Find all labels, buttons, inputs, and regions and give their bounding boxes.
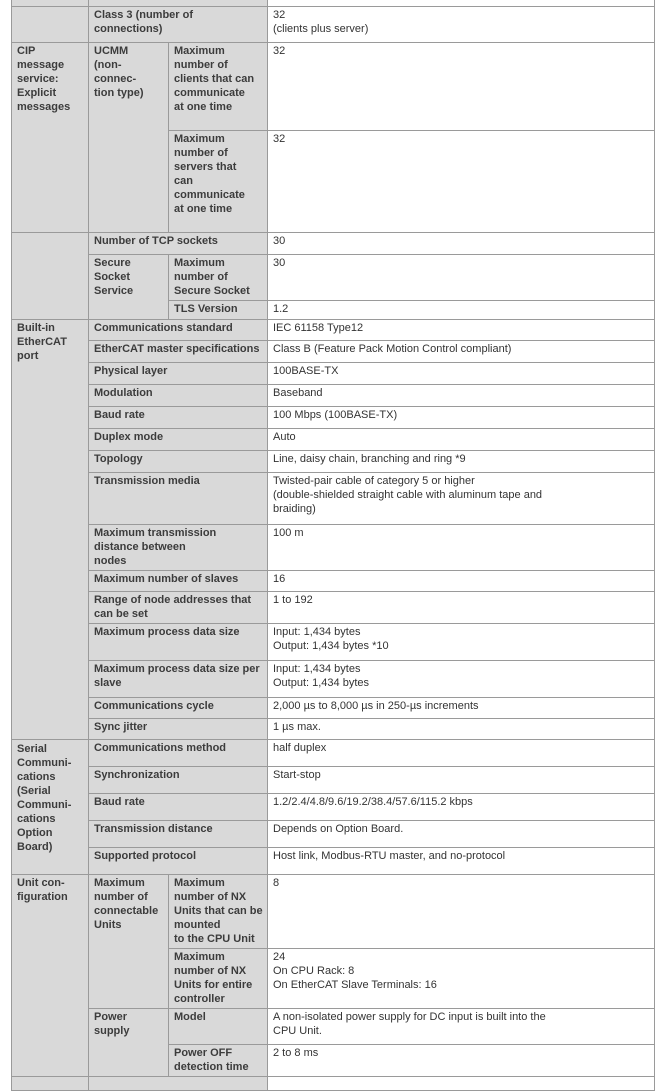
spec-value: 30 <box>268 233 655 255</box>
spec-label: Maximum number of servers that can communicate at one time <box>169 131 268 233</box>
table-row <box>12 429 655 451</box>
table-row <box>12 473 655 525</box>
section-cell <box>12 233 89 320</box>
table-row <box>12 233 655 255</box>
spec-label: Maximum transmission distance between nodes <box>89 525 268 571</box>
unit-category-cell: Unit con- figuration <box>12 875 89 1077</box>
spec-label: Synchronization <box>89 767 268 794</box>
spec-label: Maximum number of NX Units that can be mounted to the CPU Unit <box>169 875 268 949</box>
table-row <box>12 740 655 767</box>
ucmm-label: UCMM (non- connec- tion type) <box>89 43 169 233</box>
spec-label: TLS Version <box>169 301 268 320</box>
ethercat-category-cell: Built-in EtherCAT port <box>12 320 89 740</box>
spec-value: 32 <box>268 131 655 233</box>
spec-label: Power OFF detection time <box>169 1045 268 1077</box>
spec-label: Baud rate <box>89 407 268 429</box>
spec-value: 2 to 8 ms <box>268 1045 655 1077</box>
table-row <box>12 767 655 794</box>
table-row <box>12 624 655 661</box>
spec-label: Topology <box>89 451 268 473</box>
table-row <box>12 719 655 740</box>
spec-value: 24 On CPU Rack: 8 On EtherCAT Slave Terminals: 16 <box>268 949 655 1009</box>
spec-label: EtherCAT master specifications <box>89 341 268 363</box>
spec-value: 1.2/2.4/4.8/9.6/19.2/38.4/57.6/115.2 kbps <box>268 794 655 821</box>
table-row <box>12 407 655 429</box>
spec-label: Maximum number of Secure Socket <box>169 255 268 301</box>
spec-value: Class B (Feature Pack Motion Control compliant) <box>268 341 655 363</box>
spec-label: Maximum process data size <box>89 624 268 661</box>
spec-value: A non-isolated power supply for DC input is built into the CPU Unit. <box>268 1009 655 1045</box>
section-cell <box>12 1077 89 1091</box>
spec-value: Twisted-pair cable of category 5 or higher (double-shielded straight cable with aluminum tape and braiding) <box>268 473 655 525</box>
secure-socket-label: Secure Socket Service <box>89 255 169 320</box>
spec-label: Baud rate <box>89 794 268 821</box>
spec-value: 100 Mbps (100BASE-TX) <box>268 407 655 429</box>
table-row <box>12 1077 655 1091</box>
spec-label: Supported protocol <box>89 848 268 875</box>
table-row <box>12 794 655 821</box>
cip-category-cell: CIP message service: Explicit messages <box>12 43 89 233</box>
spec-value: 100 m <box>268 525 655 571</box>
spec-value: 1 µs max. <box>268 719 655 740</box>
spec-label: Physical layer <box>89 363 268 385</box>
spec-label: Duplex mode <box>89 429 268 451</box>
table-row <box>12 341 655 363</box>
spec-label: Model <box>169 1009 268 1045</box>
spec-value: 8 <box>268 875 655 949</box>
spec-value: Baseband <box>268 385 655 407</box>
spec-label: Range of node addresses that can be set <box>89 592 268 624</box>
spec-label: Communications standard <box>89 320 268 341</box>
power-supply-label: Power supply <box>89 1009 169 1077</box>
spec-value: Start-stop <box>268 767 655 794</box>
spec-label: Class 3 (number of connections) <box>89 7 268 43</box>
spec-label: Sync jitter <box>89 719 268 740</box>
spec-label <box>89 1077 268 1091</box>
spec-value: IEC 61158 Type12 <box>268 320 655 341</box>
table-row <box>12 43 655 131</box>
specifications-table <box>11 0 655 1091</box>
table-row <box>12 451 655 473</box>
table-row <box>12 821 655 848</box>
spec-value: Host link, Modbus-RTU master, and no-protocol <box>268 848 655 875</box>
table-row <box>12 385 655 407</box>
spec-value: Depends on Option Board. <box>268 821 655 848</box>
spec-value: 30 <box>268 255 655 301</box>
spec-value: 32 <box>268 43 655 131</box>
spec-value: 100BASE-TX <box>268 363 655 385</box>
spec-value: Line, daisy chain, branching and ring *9 <box>268 451 655 473</box>
spec-value: 2,000 µs to 8,000 µs in 250-µs increments <box>268 698 655 719</box>
spec-label: Communications method <box>89 740 268 767</box>
spec-value: 16 <box>268 571 655 592</box>
table-row <box>12 698 655 719</box>
table-row <box>12 592 655 624</box>
table-row <box>12 320 655 341</box>
table-row <box>12 875 655 949</box>
spec-value: Input: 1,434 bytes Output: 1,434 bytes <box>268 661 655 698</box>
table-row <box>12 571 655 592</box>
spec-value: Input: 1,434 bytes Output: 1,434 bytes *10 <box>268 624 655 661</box>
table-row <box>12 848 655 875</box>
table-row <box>12 363 655 385</box>
spec-value <box>268 1077 655 1091</box>
spec-value: 32 (clients plus server) <box>268 7 655 43</box>
serial-category-cell: Serial Communi- cations (Serial Communi- cations Option Board) <box>12 740 89 875</box>
spec-label: Transmission media <box>89 473 268 525</box>
table-row <box>12 525 655 571</box>
spec-label: Number of TCP sockets <box>89 233 268 255</box>
spec-label: Maximum number of clients that can communicate at one time <box>169 43 268 131</box>
spec-label: Maximum process data size per slave <box>89 661 268 698</box>
spec-value: 1 to 192 <box>268 592 655 624</box>
table-row <box>12 661 655 698</box>
spec-value: Auto <box>268 429 655 451</box>
max-units-label: Maximum number of connectable Units <box>89 875 169 1009</box>
table-row <box>12 7 655 43</box>
spec-label: Maximum number of NX Units for entire controller <box>169 949 268 1009</box>
table-row <box>12 1009 655 1045</box>
spec-label: Communications cycle <box>89 698 268 719</box>
spec-value: half duplex <box>268 740 655 767</box>
spec-value: 1.2 <box>268 301 655 320</box>
spec-label: Modulation <box>89 385 268 407</box>
spec-label: Maximum number of slaves <box>89 571 268 592</box>
spec-label: Transmission distance <box>89 821 268 848</box>
table-row <box>12 255 655 301</box>
section-cell <box>12 7 89 43</box>
